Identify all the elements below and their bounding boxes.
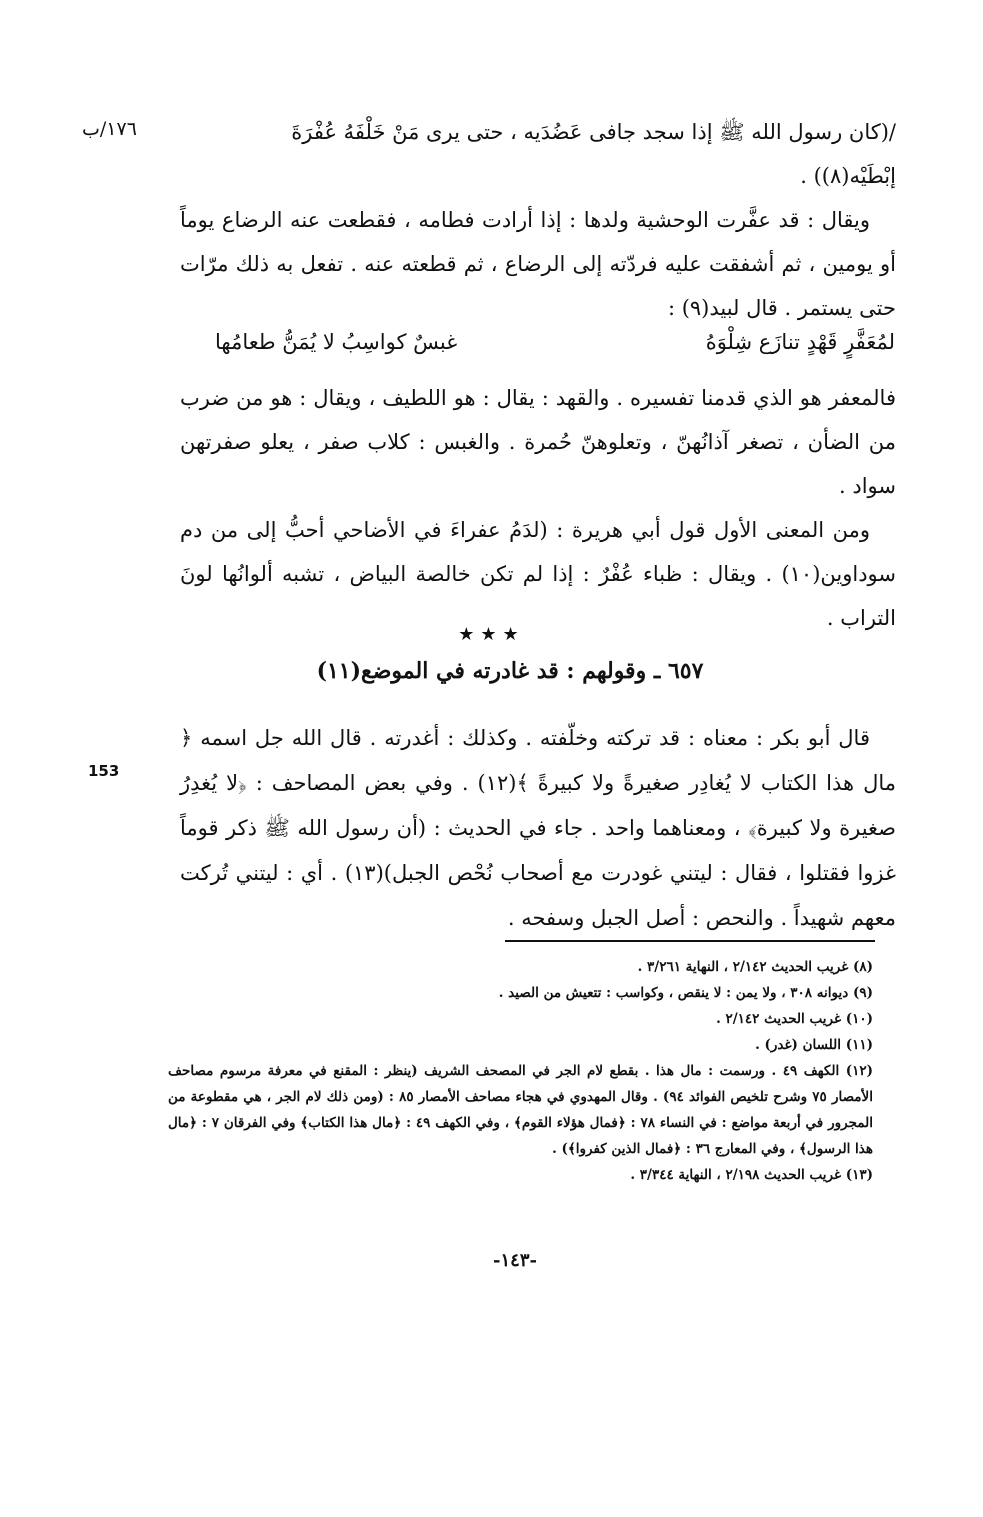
entry-body: [180, 716, 896, 941]
explanation-block: [180, 376, 896, 640]
paragraph-3: ومن المعنى الأول قول أبي هريرة : (لدَمُ عفراءَ في الأضاحي أحبُّ إلى من دم سوداوين(١٠) . ويقال : ظباء عُفْرٌ : إذا لم تكن خالصة البياض ، تشبه ألوانُها لونَ التراب .: [180, 518, 896, 630]
folio-reference: ١٧٦/ب: [82, 118, 137, 140]
paragraph-2: فالمعفر هو الذي قدمنا تفسيره . والقهد : يقال : هو اللطيف ، ويقال : هو من ضرب من الضأن ، تصغر آذانُهنّ ، وتعلوهنّ حُمرة . والغبس : كلاب صفر ، يعلو صفرتهن سواد .: [180, 386, 896, 498]
paragraph-4: قال أبو بكر : معناه : قد تركته وخلّفته . وكذلك : أغدرته . قال الله جل اسمه ﴿ مال هذا الكتاب لا يُغادِر صغيرةً ولا كبيرةً ﴾(١٢) . وفي بعض المصاحف : ﴿لا يُغدِرُ صغيرة ولا كبيرة﴾ ، ومعناهما واحد . جاء في الحديث : (أن رسول الله ﷺ ذكر قوماً غزوا فقتلوا ، فقال : ليتني غودرت مع أصحاب نُحْص الجبل)(١٣) . أي : ليتني تُركت معهم شهيداً . والنحص : أصل الجبل وسفحه .: [180, 726, 896, 930]
footnote: (١٣) غريب الحديث ٢/١٩٨ ، النهاية ٣/٣٤٤ .: [630, 1167, 873, 1183]
hadith-line: /(كان رسول الله ﷺ إذا سجد جافى عَضُدَيه ، حتى يرى مَنْ خَلْفَهُ عُفْرَةَ: [291, 120, 896, 144]
section-separator: ★★★: [458, 624, 525, 645]
entry-heading: ٦٥٧ ـ وقولهم : قد غادرته في الموضع(١١): [316, 658, 704, 684]
footnote: (٩) ديوانه ٣٠٨ ، ولا يمن : لا ينقص ، وكواسب : تتعيش من الصيد .: [498, 985, 873, 1001]
footnote-divider: [505, 940, 875, 942]
footnote: (٨) غريب الحديث ٢/١٤٢ ، النهاية ٣/٢٦١ .: [637, 959, 873, 975]
footnote: (١٢) الكهف ٤٩ . ورسمت : مال هذا . بقطع لام الجر في المصحف الشريف (ينظر : المقنع في معرفة مرسوم مصاحف الأمصار ٧٥ وشرح تلخيص الفوائد ٩٤) . وقال المهدوي في هجاء مصاحف الأمصار ٨٥ : (ومن ذلك لام الجر ، هي مقطوعة من المجرور في أربعة مواضع : في النساء ٧٨ : ﴿فمال هؤلاء القوم﴾ ، وفي الكهف ٤٩ : ﴿مال هذا الكتاب﴾ وفي الفرقان ٧ : ﴿مال هذا الرسول﴾ ، وفي المعارج ٣٦ : ﴿فمال الذين كفروا﴾) .: [168, 1063, 873, 1157]
hadith-line-end: إبْطَيْه(٨)) .: [800, 164, 896, 188]
page-number: -١٤٣-: [493, 1250, 537, 1271]
verse-first-hemistich: لمُعَفَّرٍ قَهْدٍ تنازَع شِلْوَهُ: [705, 330, 895, 354]
footnote: (١١) اللسان (غدر) .: [755, 1037, 873, 1053]
poetry-verse: [215, 330, 895, 354]
footnotes: [168, 954, 873, 1188]
footnote: (١٠) غريب الحديث ٢/١٤٢ .: [716, 1011, 873, 1027]
paragraph-1: ويقال : قد عفَّرت الوحشية ولدها : إذا أرادت فطامه ، فقطعت عنه الرضاع يوماً أو يومين ، ثم أشفقت عليه فردّته إلى الرضاع ، ثم قطعته عنه . تفعل به ذلك مرّات حتى يستمر . قال لبيد(٩) :: [180, 208, 896, 320]
margin-page-number: 153: [88, 762, 120, 780]
verse-second-hemistich: غبسٌ كواسِبُ لا يُمَنُّ طعامُها: [215, 330, 458, 354]
opening-text: [180, 110, 896, 330]
